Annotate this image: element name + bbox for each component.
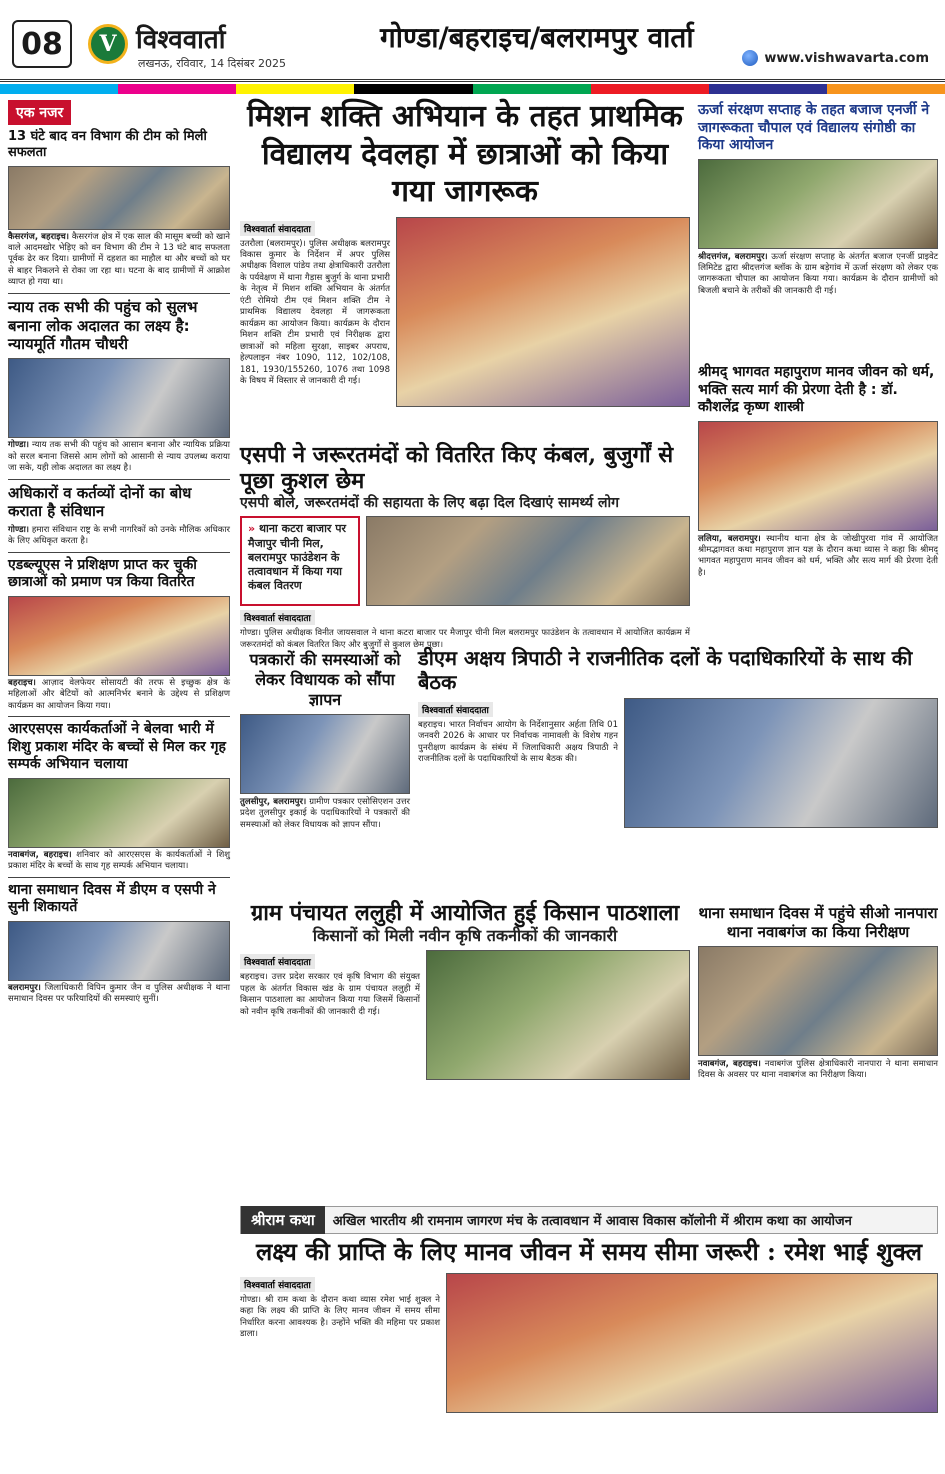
- brief-story-4: [8, 557, 230, 712]
- katha-body: गोण्डा। श्री राम कथा के दौरान कथा व्यास रमेश भाई शुक्ल ने कहा कि लक्ष्य की प्राप्ति के लिए मानव जीवन में समय सीमा निर्धारित करना आवश्यक है। उन्होंने भक्ति की महिमा पर प्रकाश डाला।: [240, 1294, 440, 1340]
- divider: [8, 877, 230, 878]
- kisan-headline: ग्राम पंचायत ललुही में आयोजित हुई किसान पाठशाला: [250, 900, 680, 926]
- dm-headline: डीएम अक्षय त्रिपाठी ने राजनीतिक दलों के पदाधिकारियों के साथ की बैठक: [418, 646, 913, 694]
- divider: [8, 293, 230, 294]
- right-mid-body: ललिया, बलरामपुर। स्थानीय थाना क्षेत्र के जोखीपुरवा गांव में आयोजित श्रीमद्भागवत कथा महापुराण ज्ञान यज्ञ के दौरान कथा व्यास ने कहा कि श्रीमद् भागवत महापुराण मानव जीवन को धर्म, भक्ति और सत्य मार्ग की प्रेरणा देती है।: [698, 533, 939, 578]
- right-top-headline: ऊर्जा संरक्षण सप्ताह के तहत बजाज एनर्जी ने जागरूकता चौपाल एवं विद्यालय संगोष्ठी का किया आयोजन: [698, 102, 930, 153]
- sp-story: [240, 442, 690, 650]
- kisan-subhead: किसानों को मिली नवीन कृषि तकनीकों की जानकारी: [312, 926, 618, 946]
- brief-byline: कैसरगंज, बहराइच।: [8, 231, 69, 242]
- brief-byline: गोण्डा।: [8, 525, 29, 535]
- sp-body: गोण्डा। पुलिस अधीक्षक विनीत जायसवाल ने थाना कटरा बाजार पर मैजापुर चीनी मिल बलरामपुर फाउंडेशन के तत्वावधान में आयोजित कार्यक्रम में जरूरतमंदों को कंबल वितरित किए और बुजुर्गों से कुशल छेम पूछा।: [240, 628, 690, 650]
- brief-body: गोण्डा। हमारा संविधान राष्ट्र के सभी नागरिकों को उनके मौलिक अधिकार के लिए अधिकृत करता है।: [8, 525, 231, 547]
- dm-body: बहराइच। भारत निर्वाचन आयोग के निर्देशानुसार अर्हता तिथि 01 जनवरी 2026 के आधार पर निर्वाचक नामावली के विशेष गहन पुनरीक्षण कार्यक्रम के संबंध में जिलाधिकारी अक्षय त्रिपाठी ने राजनीतिक दलों के पदाधिकारियों के साथ बैठक की।: [418, 720, 618, 765]
- kisan-body: बहराइच। उत्तर प्रदेश सरकार एवं कृषि विभाग की संयुक्त पहल के अंतर्गत विकास खंड के ग्राम पंचायत ललुही में किसान पाठशाला का आयोजन किया गया जिसमें किसानों को नवीन कृषि तकनीकों की जानकारी दी गई।: [240, 972, 420, 1017]
- sp-byline: विश्ववार्ता संवाददाता: [240, 610, 315, 625]
- sp-subhead: एसपी बोले, जरूरतमंदों की सहायता के लिए बढ़ा दिल दिखाएं सामर्थ्य लोग: [240, 494, 619, 511]
- section-tag: एक नजर: [8, 100, 71, 125]
- co-headline: थाना समाधान दिवस में पहुंचे सीओ नानपारा थाना नवाबगंज का किया निरीक्षण: [698, 904, 938, 941]
- co-photo: [698, 946, 938, 1056]
- press-byline: तुलसीपुर, बलरामपुर।: [240, 797, 307, 807]
- brief-body: बहराइच। आज़ाद वेलफेयर सोसायटी की तरफ से इच्छुक क्षेत्र के महिलाओं और बेटियों को आत्मनिर्भर बनाने के उद्देश्य से प्रशिक्षण कार्यक्रम का आयोजन किया गया।: [8, 677, 230, 711]
- right-top-body: श्रीदत्तगंज, बलरामपुर। ऊर्जा संरक्षण सप्ताह के अंतर्गत बजाज एनर्जी प्राइवेट लिमिटेड द्वारा श्रीदत्तगंज ब्लॉक के ग्राम बड़ेगांव में ऊर्जा संरक्षण को लेकर एक जागरूकता चौपाल का आयोजन किया गया। कार्यक्रम के दौरान ग्रामीणों को बिजली बचाने के तरीकों की जानकारी दी गई।: [698, 251, 938, 296]
- co-body: नवाबगंज, बहराइच। नवाबगंज पुलिस क्षेत्राधिकारी नानपारा ने थाना समाधान दिवस के अवसर पर थाना नवाबगंज का निरीक्षण किया।: [698, 1058, 939, 1080]
- kisan-story: [240, 900, 690, 1200]
- lead-byline: विश्ववार्ता संवाददाता: [240, 221, 315, 236]
- masthead: [0, 0, 945, 82]
- brief-byline: नवाबगंज, बहराइच।: [8, 849, 72, 860]
- brief-story-2: [8, 298, 230, 475]
- co-story: [698, 900, 938, 1200]
- lead-body: उतरौला (बलरामपुर)। पुलिस अधीक्षक बलरामपुर विकास कुमार के निर्देशन में अपर पुलिस अधीक्षक विशाल पांडेय तथा क्षेत्राधिकारी उतरौला के पर्यवेक्षण में थाना गैड़ास बुजुर्ग के थाना प्रभारी के नेतृत्व में मिशन शक्ति अभियान के अंतर्गत एंटी रोमियो टीम एवं मिशन शक्ति टीम ने प्राथमिक विद्यालय देवलहा में जागरूकता कार्यक्रम का आयोजन किया। कार्यक्रम के दौरान मिशन शक्ति टीम प्रभारी एवं निरीक्षक द्वारा छात्राओं को महिला सुरक्षा, साइबर अपराध, हेल्पलाइन नंबर 1090, 112, 102/108, 181, 1930/155260, 1076 तथा 1098 के विषय में विस्तार से जानकारी दी गई।: [240, 238, 390, 387]
- website-link[interactable]: [742, 50, 929, 66]
- right-mid-headline: श्रीमद् भागवत महापुराण मानव जीवन को धर्म, भक्ति सत्य मार्ग की प्रेरणा देती है : डॉ. कौशलेंद्र कृष्ण शास्त्री: [698, 364, 935, 415]
- lead-photo: [396, 217, 690, 407]
- brief-story-5: [8, 721, 230, 872]
- co-byline: नवाबगंज, बहराइच।: [698, 1058, 761, 1069]
- brief-headline: एडब्ल्यूएस ने प्रशिक्षण प्राप्त कर चुकी छात्राओं को प्रमाण पत्र किया वितरित: [8, 556, 197, 591]
- lead-headline: मिशन शक्ति अभियान के तहत प्राथमिक विद्यालय देवलहा में छात्राओं को किया गया जागरूक: [247, 99, 683, 209]
- katha-tag: श्रीराम कथा: [241, 1206, 325, 1234]
- sp-photo: [366, 516, 690, 606]
- kisan-byline: विश्ववार्ता संवाददाता: [240, 954, 315, 969]
- press-story: [240, 646, 410, 896]
- sp-headline: एसपी ने जरूरतमंदों को वितरित किए कंबल, बुजुर्गों से पूछा कुशल छेम: [240, 442, 674, 495]
- brief-body: नवाबगंज, बहराइच। शनिवार को आरएसएस के कार्यकर्ताओं ने शिशु प्रकाश मंदिर के बच्चों के साथ गृह सम्पर्क अभियान चलाया।: [8, 849, 231, 872]
- color-strip: [0, 84, 945, 94]
- story-photo: [8, 166, 230, 230]
- website-url: www.vishwavarta.com: [764, 50, 929, 66]
- right-mid-byline: ललिया, बलरामपुर।: [698, 533, 761, 544]
- brief-byline: बहराइच।: [8, 677, 36, 688]
- katha-headline: लक्ष्य की प्राप्ति के लिए मानव जीवन में समय सीमा जरूरी : रमेश भाई शुक्ल: [255, 1237, 922, 1266]
- story-photo: [8, 596, 230, 676]
- brand-logo: V: [88, 24, 128, 64]
- katha-story: [240, 1238, 938, 1466]
- page-number: 08: [12, 20, 72, 68]
- katha-byline: विश्ववार्ता संवाददाता: [240, 1277, 315, 1292]
- brief-headline: अधिकारों व कर्तव्यों दोनों का बोध कराता है संविधान: [8, 483, 192, 521]
- brief-byline: बलरामपुर।: [8, 982, 41, 993]
- katha-banner-title: अखिल भारतीय श्री रामनाम जागरण मंच के तत्वावधान में आवास विकास कॉलोनी में श्रीराम कथा का आयोजन: [332, 1214, 852, 1229]
- left-column: [8, 100, 230, 1466]
- dm-photo: [624, 698, 938, 828]
- chevron-right-icon: »: [248, 522, 256, 536]
- press-photo: [240, 714, 410, 794]
- brief-headline: 13 घंटे बाद वन विभाग की टीम को मिली सफलता: [8, 129, 207, 161]
- globe-icon: [742, 50, 758, 66]
- story-photo: [8, 778, 230, 848]
- dm-byline: विश्ववार्ता संवाददाता: [418, 702, 493, 717]
- brief-body: बलरामपुर। जिलाधिकारी विपिन कुमार जैन व पुलिस अधीक्षक ने थाना समाधान दिवस पर फरियादियों की समस्याएं सुनीं।: [8, 982, 230, 1005]
- right-top-byline: श्रीदत्तगंज, बलरामपुर।: [698, 251, 768, 262]
- lead-story: [240, 98, 690, 438]
- brief-headline: न्याय तक सभी की पहुंच को सुलभ बनाना लोक अदालत का लक्ष्य है: न्यायमूर्ति गौतम चौधरी: [8, 297, 198, 354]
- right-mid-photo: [698, 421, 938, 531]
- press-body: तुलसीपुर, बलरामपुर। ग्रामीण पत्रकार एसोसिएशन उत्तर प्रदेश तुलसीपुर इकाई के पदाधिकारियों ने पत्रकारों की समस्याओं को लेकर विधायक को ज्ञापन सौंपा।: [240, 797, 411, 830]
- press-headline: पत्रकारों की समस्याओं को लेकर विधायक को सौंपा ज्ञापन: [249, 650, 401, 709]
- divider: [8, 552, 230, 553]
- right-top-story: [698, 98, 938, 356]
- edition-title: गोण्डा/बहराइच/बलरामपुर वार्ता: [380, 21, 694, 54]
- brief-body: कैसरगंज, बहराइच। कैसरगंज क्षेत्र में एक साल की मासूम बच्ची को खाने वाले आदमखोर भेड़िए को वन विभाग की टीम ने 13 घंटे बाद सफलता पूर्वक ढेर कर दिया। ग्रामीणों में दहशत का माहौल था और बच्चों को घर से बाहर निकलने से रोका जा रहा था। घटना के बाद ग्रामीणों में आक्रोश व्याप्त हो गया था।: [8, 231, 230, 288]
- brief-byline: गोण्डा।: [8, 440, 29, 451]
- sp-callout: » थाना कटरा बाजार पर मैजापुर चीनी मिल, बलरामपुर फाउंडेशन के तत्वावधान में किया गया कंबल वितरण: [240, 516, 360, 606]
- brief-headline: थाना समाधान दिवस में डीएम व एसपी ने सुनी शिकायतें: [8, 881, 216, 916]
- dm-story: [418, 646, 938, 896]
- kisan-photo: [426, 950, 690, 1080]
- katha-photo: [446, 1273, 938, 1413]
- story-photo: [8, 358, 230, 438]
- right-mid-story: [698, 360, 938, 640]
- brand-name: विश्ववार्ता: [136, 25, 226, 55]
- brief-story-3: [8, 484, 230, 548]
- brief-headline: आरएसएस कार्यकर्ताओं ने बेलवा भारी में शिशु प्रकाश मंदिर के बच्चों से मिल कर गृह सम्पर्क अभियान चलाया: [8, 721, 226, 773]
- divider: [8, 716, 230, 717]
- brief-body: गोण्डा। न्याय तक सभी की पहुंच को आसान बनाना और न्यायिक प्रक्रिया को सरल बनाना जिससे आम लोगों को आसानी से न्याय उपलब्ध कराया जा सके, यही लोक अदालत का लक्ष्य है।: [8, 440, 231, 474]
- brief-story-6: [8, 882, 230, 1006]
- dateline: लखनऊ, रविवार, 14 दिसंबर 2025: [138, 57, 287, 70]
- brief-story-1: [8, 129, 230, 289]
- story-photo: [8, 921, 230, 981]
- divider: [8, 479, 230, 480]
- katha-banner: [240, 1206, 938, 1234]
- right-top-photo: [698, 159, 938, 249]
